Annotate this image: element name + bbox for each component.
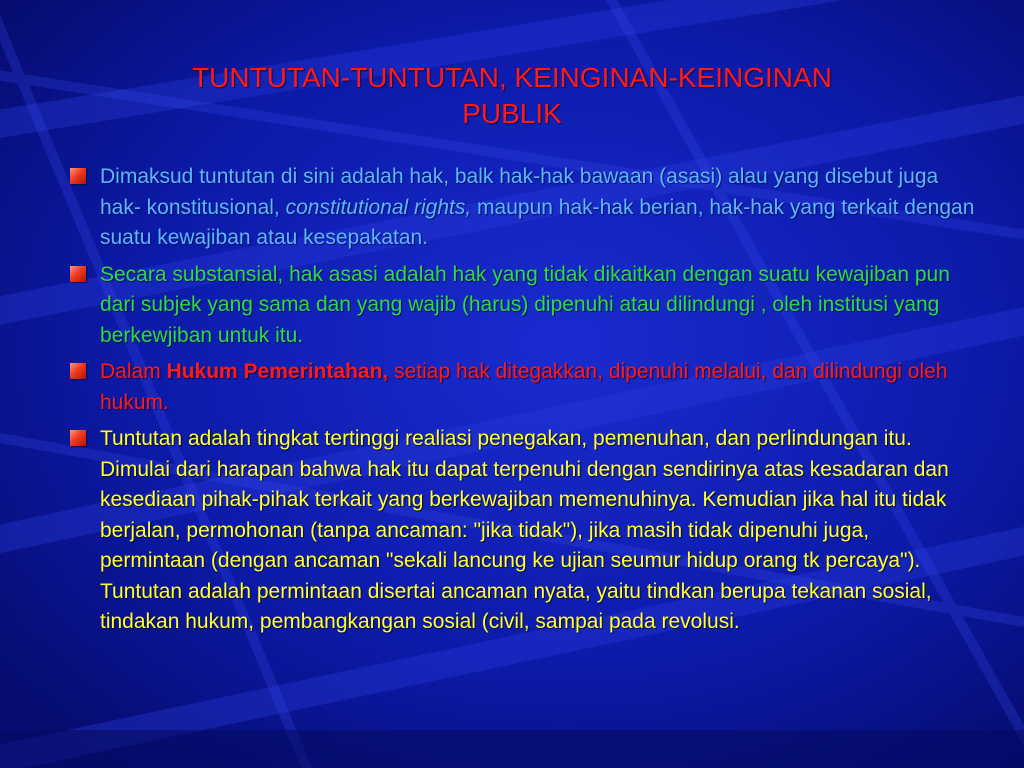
bullet-text-2: Secara substansial, hak asasi adalah hak yang tidak dikaitkan dengan suatu kewajiban pun dari subjek yang sama dan yang wajib (harus) dipenuhi atau dilindungi , oleh institusi yang berkewjiban untuk itu. — [100, 262, 950, 347]
bullet-1-italic: constitutional rights, — [285, 195, 472, 219]
bullet-item-2 — [70, 260, 975, 352]
title-line-1: TUNTUTAN-TUNTUTAN, KEINGINAN-KEINGINAN — [192, 62, 832, 93]
bullet-3-part-2: setiap hak ditegakkan, dipenuhi melalui, dan dilindungi oleh hukum. — [100, 360, 948, 414]
bullet-item-3 — [70, 357, 975, 418]
bullet-text-1 — [100, 162, 975, 254]
bullet-list — [70, 162, 975, 644]
bullet-item-1 — [70, 162, 975, 254]
bullet-text-3 — [100, 357, 975, 418]
bullet-item-4 — [70, 424, 975, 638]
square-bullet-icon — [70, 430, 86, 446]
square-bullet-icon — [70, 363, 86, 379]
title-line-2: PUBLIK — [462, 98, 562, 129]
bullet-text-4: Tuntutan adalah tingkat tertinggi realiasi penegakan, pemenuhan, dan perlindungan itu. Dimulai dari harapan bahwa hak itu dapat terpenuhi dengan sendirinya atas kesadaran dan kesediaan pihak-pihak terkait yang berkewajiban memenuhinya. Kemudian jika hal itu tidak berjalan, permohonan (tanpa ancaman: "jika tidak"), jika masih tidak dipenuhi juga, permintaan (dengan ancaman "sekali lancung ke ujian seumur hidup orang tk percaya"). Tuntutan adalah permintaan disertai ancaman nyata, yaitu tindkan berupa tekanan sosial, tindakan hukum, pembangkangan sosial (civil, sampai pada revolusi. — [100, 427, 949, 633]
bullet-1-part-2: maupun hak-hak berian, hak-hak yang terkait dengan suatu kewajiban atau kesepakatan. — [100, 195, 975, 249]
square-bullet-icon — [70, 168, 86, 184]
slide-title — [110, 60, 914, 132]
bullet-3-bold: Hukum Pemerintahan, — [166, 360, 389, 383]
bullet-1-part-1: Dimaksud tuntutan di sini adalah hak, balk hak-hak bawaan (asasi) alau yang disebut juga hak- konstitusional, — [100, 165, 939, 219]
square-bullet-icon — [70, 266, 86, 282]
bullet-3-part-1: Dalam — [100, 360, 167, 383]
